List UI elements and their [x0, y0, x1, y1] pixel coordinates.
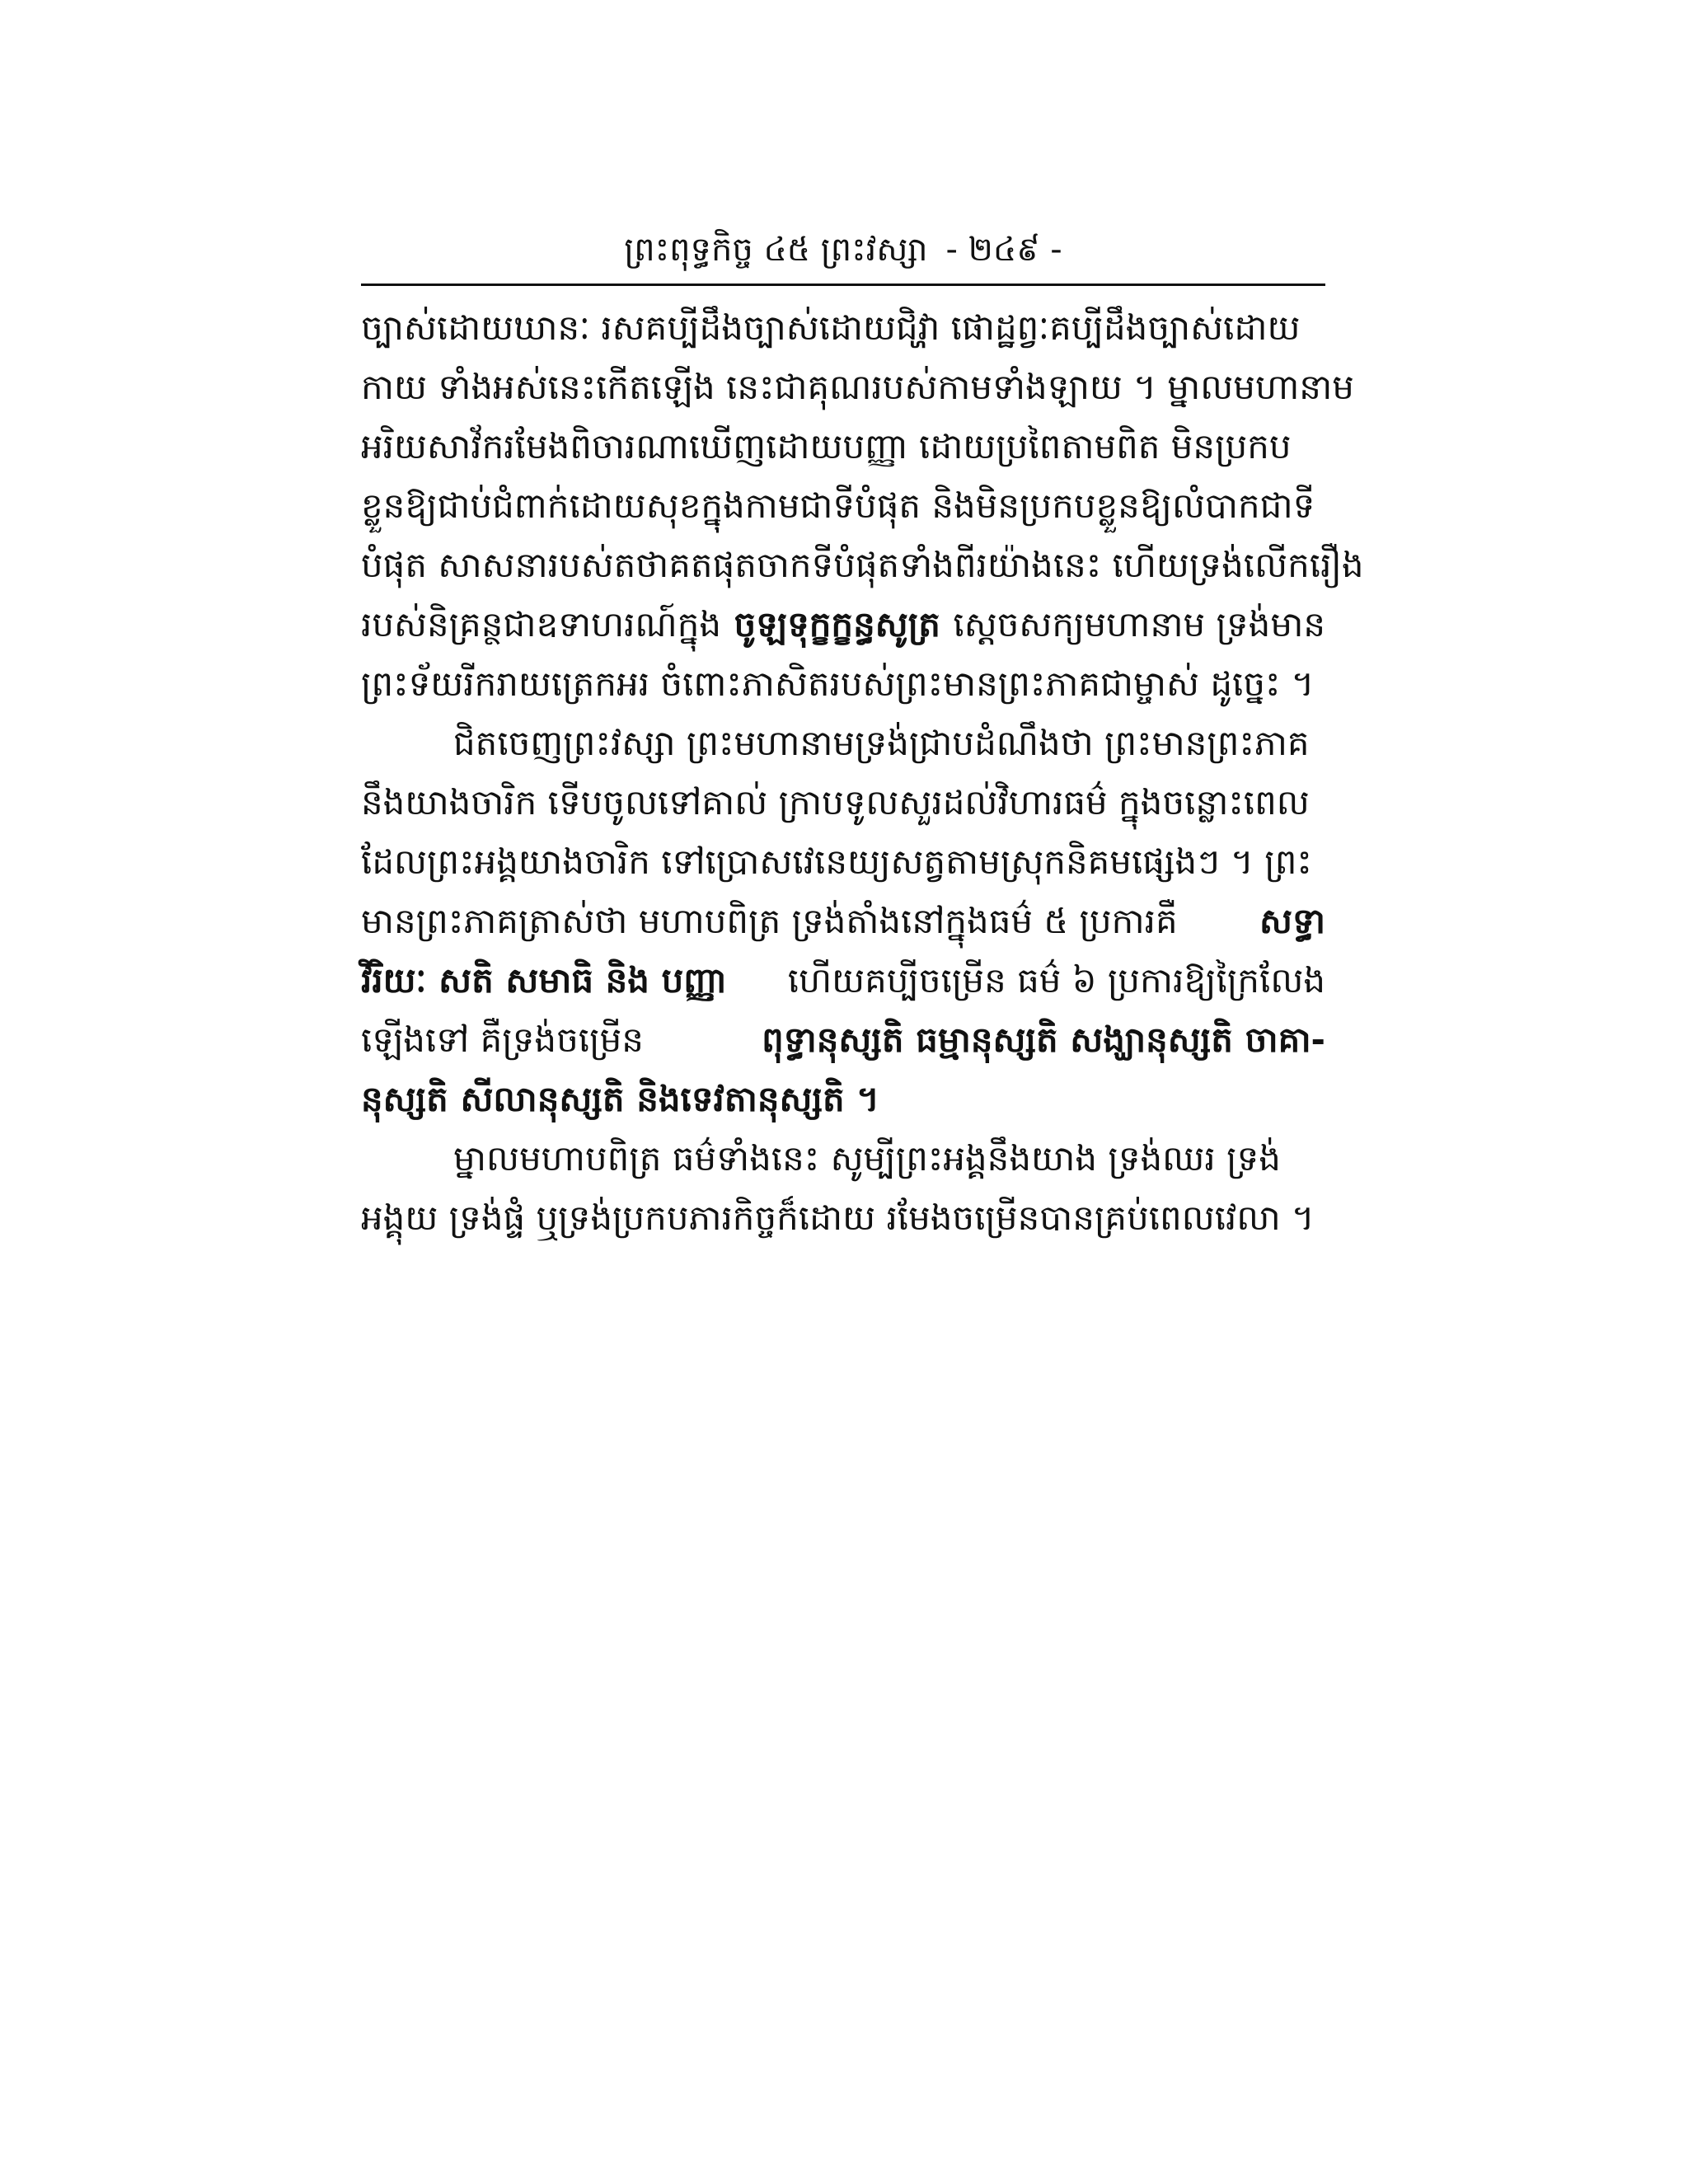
text-line-14	[361, 1070, 1325, 1129]
text-line-1	[361, 298, 1325, 358]
text-segment: ម្នាលមហាបពិត្រ ធម៌ទាំងនេះ សូម្បីព្រះអង្គនឹងយាង ទ្រង់ឈរ ទ្រង់	[453, 1138, 1281, 1179]
text-segment: នឹងយាងចារិក ទើបចូលទៅគាល់ ក្រាបទូលសួរដល់វិហារធម៌ ក្នុងចន្លោះពេល	[361, 782, 1310, 823]
text-segment: ជិតចេញព្រះវស្សា ព្រះមហានាមទ្រង់ជ្រាបដំណឹងថា ព្រះមានព្រះភាគ	[453, 723, 1310, 763]
text-segment: អង្គុយ ទ្រង់ផ្ទំ ឬទ្រង់ប្រកបភារកិច្ចក៏ដោយ រមែងចម្រើនបានគ្រប់ពេលវេលា ។	[361, 1197, 1315, 1238]
text-segment: ដែលព្រះអង្គយាងចារិក ទៅប្រោសវេនេយ្យសត្វតាមស្រុកនិគមផ្សេងៗ ។ ព្រះ	[361, 841, 1312, 882]
sutta-title: ចូឡទុក្ខក្ខន្ធសូត្រ	[734, 604, 940, 644]
bold-term: វិរិយៈ សតិ សមាធិ និង បញ្ញា	[361, 960, 727, 1001]
text-line-5	[361, 536, 1364, 595]
text-segment: ខ្លួនឱ្យជាប់ជំពាក់ដោយសុខក្នុងកាមជាទីបំផុត និងមិនប្រកបខ្លួនឱ្យលំបាកជាទី	[361, 485, 1315, 526]
text-segment: របស់និគ្រន្ថជាឧទាហរណ៍ក្នុង	[361, 604, 722, 644]
text-segment: ហើយគប្បីចម្រើន ធម៌ ៦ ប្រការឱ្យក្រៃលែង	[787, 960, 1325, 1001]
bold-term: សទ្ធា	[1259, 901, 1325, 941]
page-number: - ២៤៩ -	[945, 230, 1062, 269]
text-line-16	[361, 1188, 1325, 1248]
text-line-10	[361, 832, 1325, 892]
body-text	[361, 298, 1364, 1248]
text-line-6	[361, 595, 1325, 654]
bold-term: ពុទ្ធានុស្សតិ ធម្មានុស្សតិ សង្ឃានុស្សតិ ចាគា-	[762, 1019, 1325, 1060]
text-line-12	[361, 951, 1325, 1010]
text-line-2	[361, 358, 1354, 417]
bold-term: នុស្សតិ សីលានុស្សតិ និងទេវតានុស្សតិ ។	[361, 1079, 879, 1119]
text-segment: មានព្រះភាគត្រាស់ថា មហាបពិត្រ ទ្រង់តាំងនៅក្នុងធម៌ ៥ ប្រការគឺ	[361, 901, 1178, 941]
text-line-13	[361, 1010, 1325, 1070]
text-line-9	[361, 773, 1325, 832]
text-segment: ព្រះទ័យរីករាយត្រេកអរ ចំពោះភាសិតរបស់ព្រះមានព្រះភាគជាម្ចាស់ ដូច្នេះ ។	[361, 663, 1315, 704]
text-line-11	[361, 892, 1325, 951]
text-line-7	[361, 654, 1325, 714]
text-line-4	[361, 476, 1325, 536]
text-line-3	[361, 417, 1325, 476]
text-segment: ស្ដេចសក្យមហានាម ទ្រង់មាន	[953, 604, 1325, 644]
text-segment: អរិយសាវ័ករមែងពិចារណាឃើញដោយបញ្ញា ដោយប្រពៃតាមពិត មិនប្រកប	[361, 426, 1292, 466]
text-segment: ច្បាស់ដោយឃានៈ រសគប្បីដឹងច្បាស់ដោយជិវ្ហា ផោដ្ឋព្វៈគប្បីដឹងច្បាស់ដោយ	[361, 307, 1301, 348]
text-segment: ឡើងទៅ គឺទ្រង់ចម្រើន	[361, 1019, 644, 1060]
text-line-15	[361, 1129, 1325, 1188]
text-line-8	[361, 714, 1325, 773]
header-rule	[361, 284, 1325, 286]
running-header	[361, 223, 1325, 282]
text-segment: បំផុត សាសនារបស់តថាគតផុតចាកទីបំផុតទាំងពីរយ៉ាងនេះ ហើយទ្រង់លើករឿង	[361, 545, 1364, 585]
text-segment: កាយ ទាំងអស់នេះកើតឡើង នេះជាគុណរបស់កាមទាំងឡាយ ។ ម្នាលមហានាម	[361, 367, 1354, 407]
running-title: ព្រះពុទ្ធកិច្ច ៤៥ ព្រះវស្សា	[624, 230, 928, 269]
